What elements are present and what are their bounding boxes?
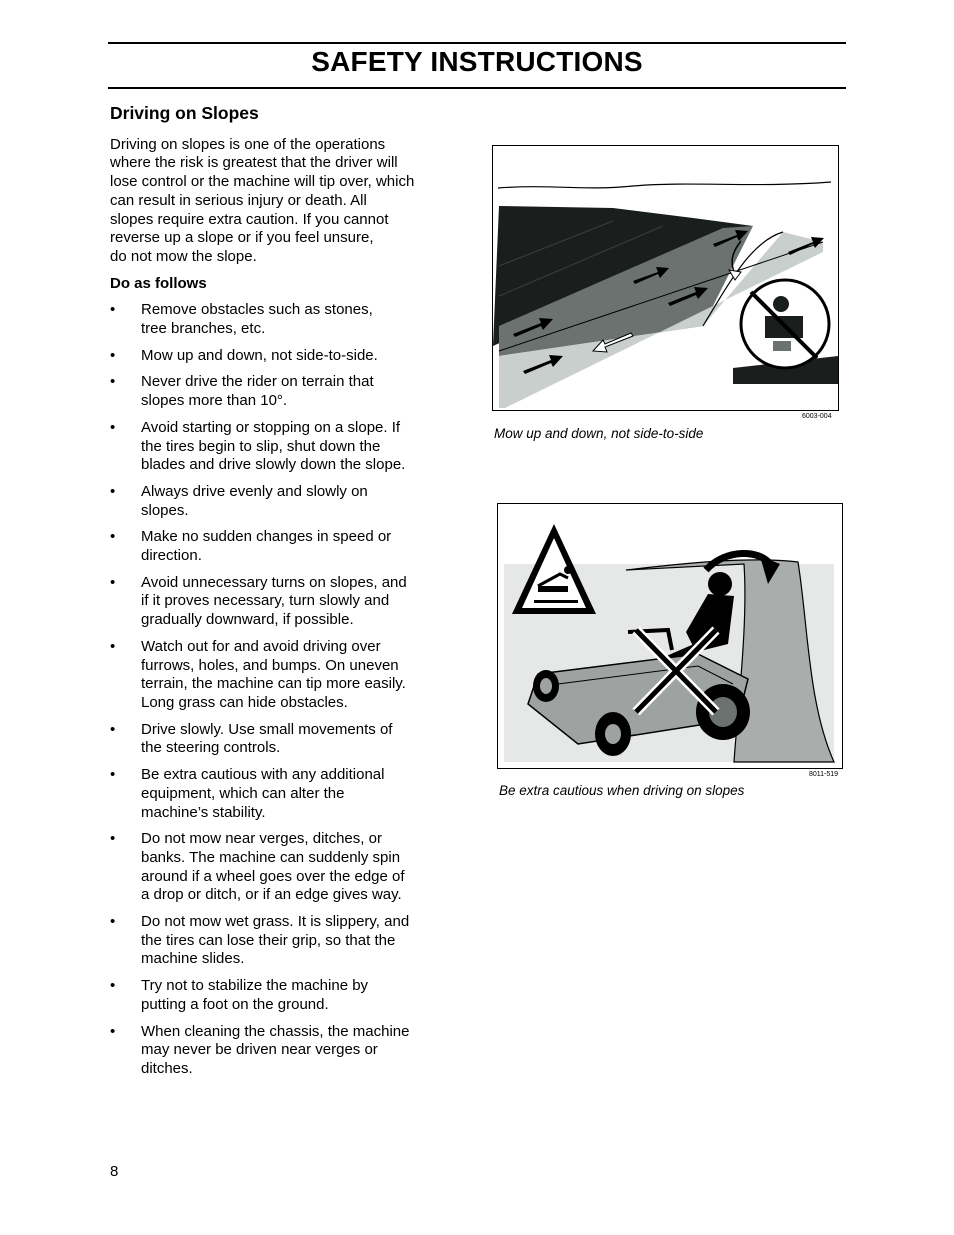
bullet: • bbox=[110, 830, 116, 848]
list-item-text: Avoid unnecessary turns on slopes, and if it proves necessary, turn slowly and gradually downward, if possible. bbox=[141, 573, 407, 629]
list-item bbox=[110, 483, 428, 520]
figure-caption: Be extra cautious when driving on slopes bbox=[499, 783, 745, 798]
list-item-text: Drive slowly. Use small movements of the steering controls. bbox=[141, 720, 393, 757]
bullet: • bbox=[110, 528, 116, 546]
section-heading: Driving on Slopes bbox=[110, 103, 259, 123]
list-item-text: Be extra cautious with any additional equipment, which can alter the machine’s stability. bbox=[141, 766, 385, 821]
bullet: • bbox=[110, 977, 116, 995]
bullet: • bbox=[110, 573, 116, 591]
bullet: • bbox=[110, 418, 116, 436]
subheading: Do as follows bbox=[110, 274, 207, 292]
intro-paragraph: Driving on slopes is one of the operations where the risk is greatest that the driver will lose control or the machine will tip over, which can result in serious injury or death. All slopes require extra caution. If you cannot reverse up a slope or if you feel unsure, do not mow the slope. bbox=[110, 135, 415, 265]
list-item bbox=[110, 913, 428, 969]
list-item-text: Mow up and down, not side-to-side. bbox=[141, 346, 378, 364]
bullet: • bbox=[110, 301, 116, 319]
bullet: • bbox=[110, 482, 116, 500]
rider-on-slope-drawing bbox=[498, 504, 842, 768]
bullet: • bbox=[110, 1022, 116, 1040]
figure-code: 8011-519 bbox=[809, 771, 839, 778]
list-item bbox=[110, 574, 428, 630]
page-title: SAFETY INSTRUCTIONS bbox=[311, 46, 643, 77]
list-item bbox=[110, 721, 428, 758]
instruction-list bbox=[110, 301, 428, 1078]
rider-on-slope-illustration bbox=[497, 503, 843, 769]
list-item bbox=[110, 373, 428, 410]
list-item-text: Do not mow wet grass. It is slippery, and the tires can lose their grip, so that the machine slides. bbox=[141, 913, 410, 968]
bullet: • bbox=[110, 766, 116, 784]
figure-code: 6003-004 bbox=[802, 413, 832, 420]
header-rule-bottom bbox=[108, 87, 846, 89]
list-item-text: Never drive the rider on terrain that slopes more than 10°. bbox=[141, 373, 374, 410]
list-item-text: When cleaning the chassis, the machine may never be driven near verges or ditches. bbox=[141, 1022, 410, 1077]
slope-mowing-illustration bbox=[492, 145, 839, 411]
list-item bbox=[110, 830, 428, 905]
list-item-text: Make no sudden changes in speed or direction. bbox=[141, 528, 392, 565]
list-item bbox=[110, 638, 428, 713]
header-rule-top bbox=[108, 42, 846, 44]
list-item-text: Always drive evenly and slowly on slopes. bbox=[141, 482, 368, 519]
list-item bbox=[110, 419, 428, 475]
list-item bbox=[110, 766, 428, 822]
list-item-text: Avoid starting or stopping on a slope. If the tires begin to slip, shut down the blades and drive slowly down the slope. bbox=[141, 418, 406, 474]
page-number: 8 bbox=[110, 1163, 119, 1180]
left-column bbox=[110, 104, 428, 1087]
list-item bbox=[110, 977, 428, 1014]
list-item-text: Watch out for and avoid driving over furrows, holes, and bumps. On uneven terrain, the machine can tip more easily. Long grass can hide obstacles. bbox=[141, 637, 406, 711]
list-item-text: Try not to stabilize the machine by putting a foot on the ground. bbox=[141, 977, 369, 1013]
list-item bbox=[110, 347, 428, 366]
list-item bbox=[110, 301, 428, 338]
list-item bbox=[110, 528, 428, 565]
bullet: • bbox=[110, 373, 116, 391]
bullet: • bbox=[110, 720, 116, 738]
list-item-text: Do not mow near verges, ditches, or banks. The machine can suddenly spin around if a wheel goes over the edge of a drop or ditch, or if an edge gives way. bbox=[141, 830, 405, 904]
bullet: • bbox=[110, 637, 116, 655]
list-item bbox=[110, 1023, 428, 1079]
slope-mowing-drawing bbox=[493, 146, 838, 410]
list-item-text: Remove obstacles such as stones, tree branches, etc. bbox=[141, 301, 373, 338]
bullet: • bbox=[110, 913, 116, 931]
bullet: • bbox=[110, 346, 116, 364]
figure-caption: Mow up and down, not side-to-side bbox=[494, 426, 704, 441]
